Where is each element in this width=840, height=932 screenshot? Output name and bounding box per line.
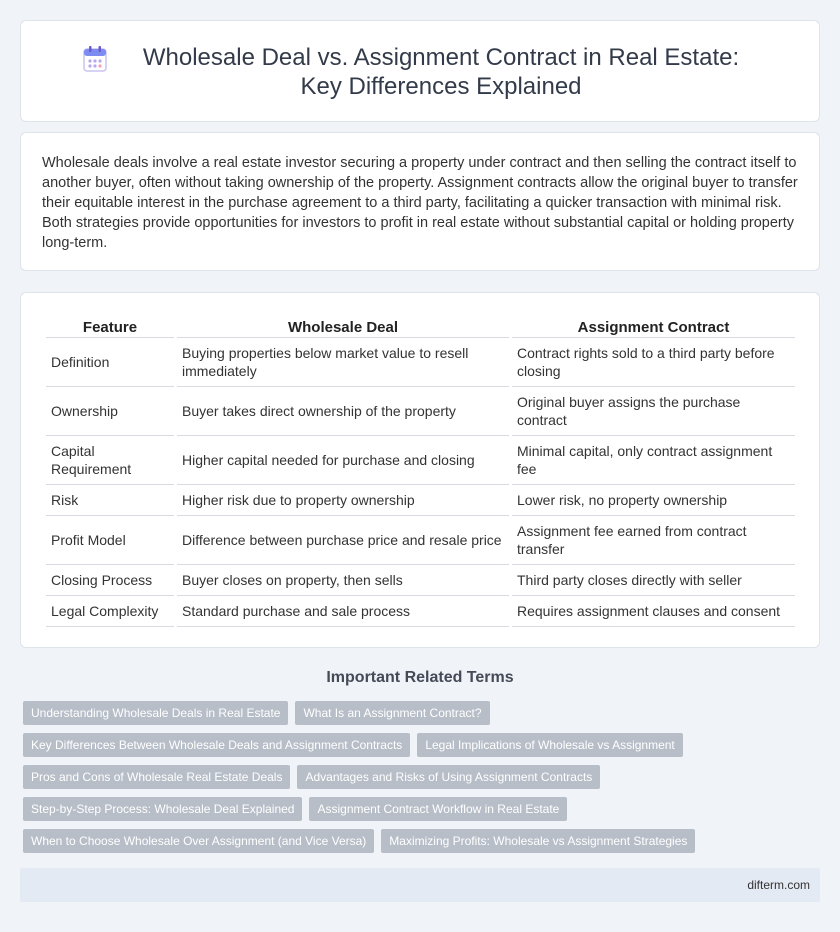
footer (20, 868, 820, 902)
tag-row (23, 701, 823, 725)
tag-row (23, 733, 823, 757)
header-feature: Feature (46, 315, 174, 338)
related-term-link[interactable]: Pros and Cons of Wholesale Real Estate Deals (23, 765, 290, 789)
feature-cell: Ownership (46, 387, 174, 436)
table-header-row (46, 315, 795, 338)
related-term-link[interactable]: Step-by-Step Process: Wholesale Deal Explained (23, 797, 302, 821)
related-term-link[interactable]: What Is an Assignment Contract? (295, 701, 489, 725)
wholesale-cell: Standard purchase and sale process (177, 596, 509, 627)
table-row (46, 596, 795, 627)
tag-row (23, 829, 823, 853)
wholesale-cell: Buyer closes on property, then sells (177, 565, 509, 596)
assignment-cell: Minimal capital, only contract assignment fee (512, 436, 795, 485)
header-card (20, 20, 820, 122)
wholesale-cell: Higher capital needed for purchase and closing (177, 436, 509, 485)
table-row (46, 565, 795, 596)
related-term-link[interactable]: Assignment Contract Workflow in Real Estate (309, 797, 567, 821)
footer-brand[interactable]: difterm.com (747, 878, 810, 892)
related-term-link[interactable]: Advantages and Risks of Using Assignment Contracts (297, 765, 600, 789)
table-row (46, 387, 795, 436)
assignment-cell: Original buyer assigns the purchase contract (512, 387, 795, 436)
tag-row (23, 765, 823, 789)
header-assignment-contract: Assignment Contract (512, 315, 795, 338)
intro-paragraph: Wholesale deals involve a real estate investor securing a property under contract and then selling the contract itself to another buyer, often without taking ownership of the property. Assignment contracts allow the original buyer to transfer their equitable interest in the purchase agreement to a third party, facilitating a quicker transaction with minimal risk. Both strategies provide opportunities for investors to profit in real estate without substantial capital or holding property long-term. (42, 155, 798, 251)
related-term-link[interactable]: When to Choose Wholesale Over Assignment (and Vice Versa) (23, 829, 374, 853)
tag-row (23, 797, 823, 821)
related-term-link[interactable]: Maximizing Profits: Wholesale vs Assignment Strategies (381, 829, 695, 853)
feature-cell: Risk (46, 485, 174, 516)
related-term-link[interactable]: Key Differences Between Wholesale Deals and Assignment Contracts (23, 733, 410, 757)
assignment-cell: Third party closes directly with seller (512, 565, 795, 596)
feature-cell: Profit Model (46, 516, 174, 565)
assignment-cell: Contract rights sold to a third party before closing (512, 338, 795, 387)
related-terms-list (23, 701, 823, 861)
comparison-card (20, 292, 820, 648)
table-row (46, 436, 795, 485)
assignment-cell: Assignment fee earned from contract transfer (512, 516, 795, 565)
header-wholesale-deal: Wholesale Deal (177, 315, 509, 338)
assignment-cell: Requires assignment clauses and consent (512, 596, 795, 627)
feature-cell: Capital Requirement (46, 436, 174, 485)
related-term-link[interactable]: Legal Implications of Wholesale vs Assignment (417, 733, 682, 757)
related-terms-heading: Important Related Terms (326, 669, 514, 686)
table-row (46, 485, 795, 516)
feature-cell: Definition (46, 338, 174, 387)
wholesale-cell: Buying properties below market value to resell immediately (177, 338, 509, 387)
table-row (46, 338, 795, 387)
calendar-icon (83, 46, 107, 72)
table-row (46, 516, 795, 565)
wholesale-cell: Difference between purchase price and resale price (177, 516, 509, 565)
wholesale-cell: Buyer takes direct ownership of the property (177, 387, 509, 436)
intro-card (20, 132, 820, 271)
page-title: Wholesale Deal vs. Assignment Contract in Real Estate: Key Differences Explained (142, 44, 740, 100)
wholesale-cell: Higher risk due to property ownership (177, 485, 509, 516)
comparison-table (43, 315, 798, 627)
feature-cell: Closing Process (46, 565, 174, 596)
related-term-link[interactable]: Understanding Wholesale Deals in Real Estate (23, 701, 288, 725)
feature-cell: Legal Complexity (46, 596, 174, 627)
assignment-cell: Lower risk, no property ownership (512, 485, 795, 516)
